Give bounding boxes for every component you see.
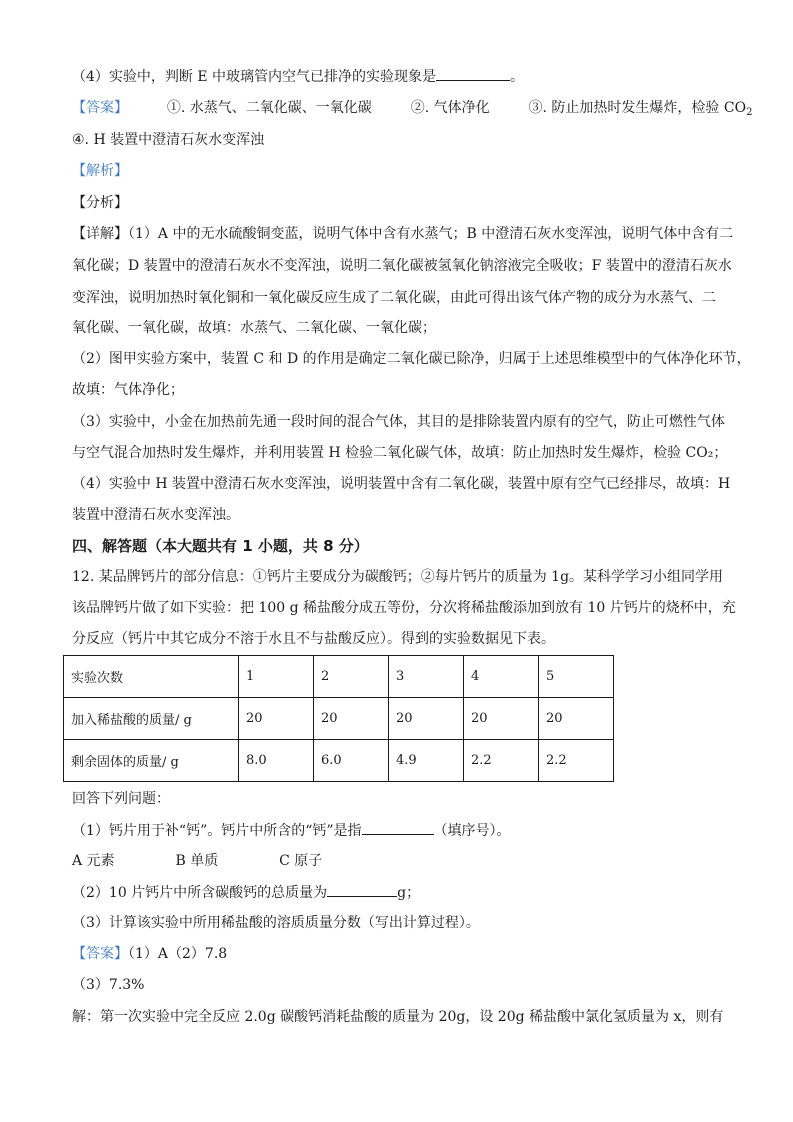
answer-tag: 【答案】	[72, 100, 128, 116]
answer-blank	[362, 820, 434, 835]
q12-line-3: 分反应（钙片中其它成分不溶于水且不与盐酸反应）。得到的实验数据见下表。	[72, 631, 555, 647]
co2-subscript: 2	[746, 107, 753, 118]
section-heading: 四、解答题（本大题共有 1 小题，共 8 分）	[72, 537, 369, 555]
answer2-text: （1）A（2）7.8	[128, 946, 228, 962]
table-cell: 8.0	[239, 740, 314, 782]
question-2	[72, 882, 420, 903]
table-cell: 20	[389, 698, 464, 740]
answer-line-2: ④. H 装置中澄清石灰水变浑浊	[72, 132, 265, 148]
question-1-end: （填序号）。	[433, 823, 511, 839]
table-row	[64, 656, 614, 698]
jiexi-tag: 【解析】	[72, 163, 128, 179]
table-cell: 20	[239, 698, 314, 740]
answer-blank	[436, 66, 510, 81]
data-table	[63, 655, 614, 782]
table-cell: 2.2	[539, 740, 614, 782]
detail-line-5: （2）图甲实验方案中，装置 C 和 D 的作用是确定二氧化碳已除净，归属于上述思维模型中的气体净化环节，	[72, 351, 751, 367]
answer-blank	[327, 882, 397, 897]
answer2-line-1	[72, 944, 227, 964]
answer2-tag: 【答案】	[72, 946, 128, 962]
table-cell: 6.0	[314, 740, 389, 782]
questions-intro: 回答下列问题：	[72, 791, 170, 807]
question-1-text: （1）钙片用于补“钙”。钙片中所含的“钙”是指	[72, 823, 362, 839]
detail-line-3: 变浑浊，说明加热时氧化铜和一氧化碳反应生成了二氧化碳，由此可得出该气体产物的成分为水蒸气、二	[72, 290, 716, 306]
detail-line-6: 故填：气体净化；	[72, 382, 184, 398]
table-cell: 3	[389, 656, 464, 698]
detail-line-4: 氧化碳、一氧化碳，故填：水蒸气、二氧化碳、一氧化碳；	[72, 320, 436, 336]
table-cell: 5	[539, 656, 614, 698]
question-4-end: 。	[510, 69, 525, 85]
detail-line-8: 与空气混合加热时发生爆炸，并利用装置 H 检验二氧化碳气体，故填：防止加热时发生爆炸，检验 CO₂；	[72, 445, 728, 461]
table-cell: 2.2	[464, 740, 539, 782]
table-cell: 加入稀盐酸的质量/ g	[64, 698, 239, 740]
answer-line-1	[72, 98, 752, 123]
table-cell: 4	[464, 656, 539, 698]
detail-line-1	[72, 224, 733, 244]
question-4	[72, 66, 524, 87]
detail-line-7: （3）实验中，小金在加热前先通一段时间的混合气体，其目的是排除装置内原有的空气，防止可燃性气体	[72, 414, 725, 430]
detail-line-9: （4）实验中 H 装置中澄清石灰水变浑浊，说明装置中含有二氧化碳，装置中原有空气已经排尽，故填：H	[72, 476, 731, 492]
table-cell: 20	[539, 698, 614, 740]
question-3: （3）计算该实验中所用稀盐酸的溶质质量分数（写出计算过程）。	[72, 915, 480, 931]
detail-tag: 【详解】	[72, 226, 128, 242]
table-cell: 20	[314, 698, 389, 740]
detail-text: （1）A 中的无水硫酸铜变蓝，说明气体中含有水蒸气；B 中澄清石灰水变浑浊，说明气体中含有二	[128, 226, 734, 242]
q12-line-1: 12. 某品牌钙片的部分信息：①钙片主要成分为碳酸钙；②每片钙片的质量为 1g。某科学学习小组同学用	[72, 569, 724, 585]
answer-item-3: ③. 防止加热时发生爆炸，检验 CO	[528, 100, 747, 116]
question-2-end: g；	[397, 885, 421, 901]
table-cell: 4.9	[389, 740, 464, 782]
table-row	[64, 698, 614, 740]
question-1	[72, 820, 511, 841]
q12-line-2: 该品牌钙片做了如下实验：把 100 g 稀盐酸分成五等份，分次将稀盐酸添加到放有 10 片钙片的烧杯中，充	[72, 600, 736, 616]
table-cell: 实验次数	[64, 656, 239, 698]
question-2-text: （2）10 片钙片中所含碳酸钙的总质量为	[72, 885, 328, 901]
table-cell: 1	[239, 656, 314, 698]
option-c: C 原子	[279, 853, 323, 869]
fenxi-tag: 【分析】	[72, 195, 128, 211]
detail-line-10: 装置中澄清石灰水变浑浊。	[72, 507, 240, 523]
answer-item-1: ①. 水蒸气、二氧化碳、一氧化碳	[166, 100, 372, 116]
option-b: B 单质	[175, 853, 219, 869]
answer2-line-2: （3）7.3%	[72, 977, 145, 993]
options-row	[72, 851, 322, 871]
table-row	[64, 740, 614, 782]
answer-item-2: ②. 气体净化	[410, 100, 490, 116]
answer2-line-3: 解：第一次实验中完全反应 2.0g 碳酸钙消耗盐酸的质量为 20g，设 20g 稀盐酸中氯化氢质量为 x，则有	[72, 1009, 724, 1025]
table-cell: 2	[314, 656, 389, 698]
detail-line-2: 氧化碳；D 装置中的澄清石灰水不变浑浊，说明二氧化碳被氢氧化钠溶液完全吸收；F 装置中的澄清石灰水	[72, 258, 732, 274]
table-cell: 剩余固体的质量/ g	[64, 740, 239, 782]
question-4-text: （4）实验中，判断 E 中玻璃管内空气已排净的实验现象是	[72, 69, 437, 85]
table-cell: 20	[464, 698, 539, 740]
option-a: A 元素	[72, 853, 115, 869]
